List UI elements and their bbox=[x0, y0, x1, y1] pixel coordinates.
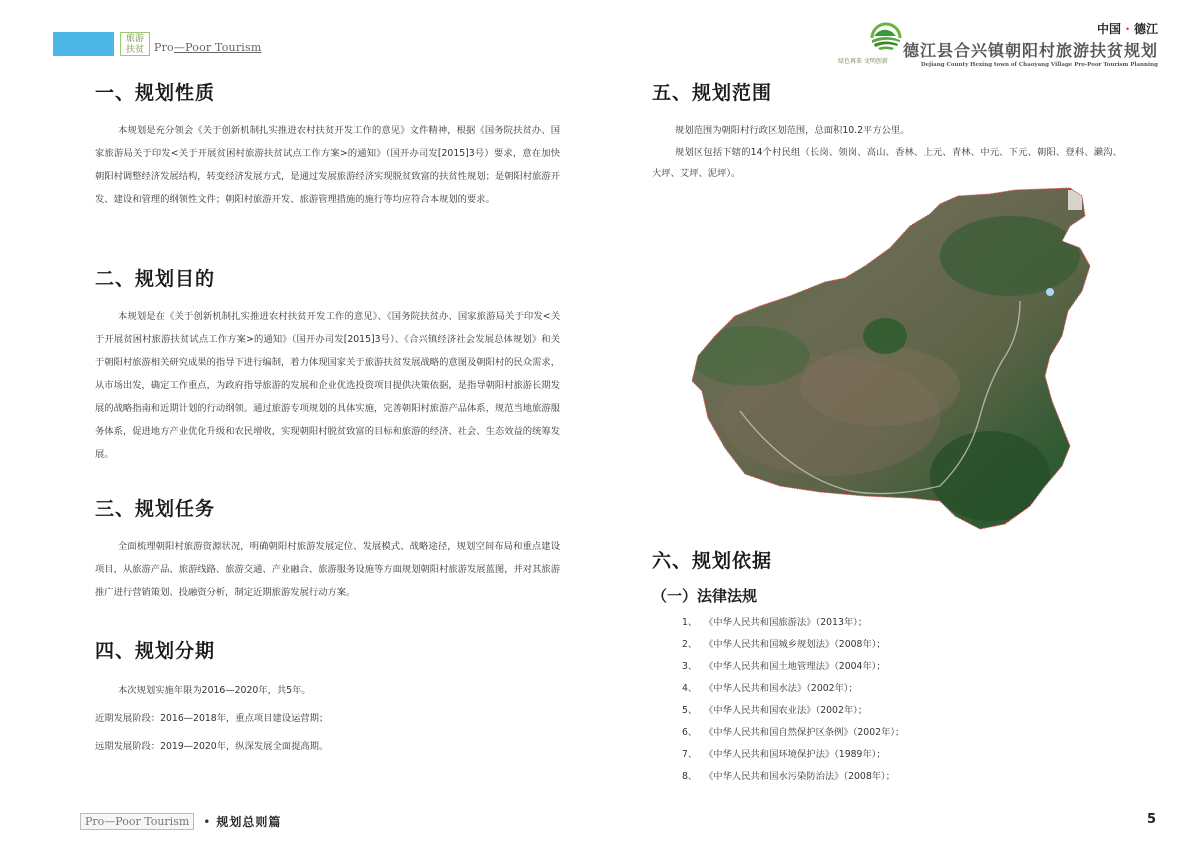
section-heading: 六、规划依据 bbox=[652, 550, 773, 572]
subsection-heading-laws: （一）法律法规 bbox=[652, 587, 758, 605]
document-title: 德江县合兴镇朝阳村旅游扶贫规划 bbox=[902, 41, 1158, 60]
scope-area-line: 规划范围为朝阳村行政区划范围，总面积10.2平方公里。 bbox=[675, 125, 910, 136]
header-slogan: 绿色再来 文明创新 bbox=[838, 58, 888, 65]
list-item: 7、 《中华人民共和国环境保护法》（1989年）； bbox=[682, 749, 886, 760]
list-item: 1、 《中华人民共和国旅游法》（2013年）； bbox=[682, 617, 868, 628]
pro-poor-tourism-wordmark: Pro—Poor Tourism bbox=[154, 41, 262, 54]
list-item: 5、 《中华人民共和国农业法》（2002年）； bbox=[682, 705, 868, 716]
region-label: 中国 · 德江 bbox=[1097, 22, 1158, 36]
list-item: 4、 《中华人民共和国水法》（2002年）； bbox=[682, 683, 858, 694]
accent-color-block bbox=[53, 32, 114, 56]
footer-brand: Pro—Poor Tourism bbox=[80, 813, 194, 830]
section-paragraph: 全面梳理朝阳村旅游资源状况，明确朝阳村旅游发展定位、发展模式、战略途径，规划空间布局和重点建设项目，从旅游产品、旅游线路、旅游交通、产业融合、旅游服务设施等方面规划朝阳村旅游发展蓝图，并对其旅游推广进行营销策划、投融资分析，制定近期旅游发展行动方案。 bbox=[95, 541, 560, 598]
section-planning-phases bbox=[95, 636, 560, 761]
phase-line: 本次规划实施年限为2016—2020年，共5年。 bbox=[118, 685, 311, 696]
section-heading: 二、规划目的 bbox=[95, 268, 216, 290]
page-number: 5 bbox=[1147, 812, 1157, 827]
section-planning-tasks bbox=[95, 494, 560, 604]
section-heading: 一、规划性质 bbox=[95, 82, 216, 104]
section-heading: 三、规划任务 bbox=[95, 498, 216, 520]
satellite-map-image bbox=[690, 186, 1090, 531]
village-logo-icon bbox=[868, 22, 904, 52]
list-item: 8、 《中华人民共和国水污染防治法》（2008年）； bbox=[682, 771, 896, 782]
section-planning-purpose bbox=[95, 264, 560, 466]
tourism-poverty-logo: 旅游 扶贫 bbox=[120, 32, 150, 56]
section-planning-scope bbox=[652, 78, 1122, 184]
list-item: 6、 《中华人民共和国自然保护区条例》（2002年）； bbox=[682, 727, 905, 738]
section-paragraph: 本规划是充分领会《关于创新机制扎实推进农村扶贫开发工作的意见》文件精神，根据《国务院扶贫办、国家旅游局关于印发<关于开展贫困村旅游扶贫试点工作方案>的通知》（国开办司发[2015]3号）要求，意在加快朝阳村调整经济发展结构，转变经济发展方式，是通过发展旅游经济实现脱贫致富的扶贫性规划；是朝阳村旅游开发、建设和管理的纲领性文件；朝阳村旅游开发、旅游管理措施的施行等均应符合本规划的要求。 bbox=[95, 125, 560, 205]
list-item: 3、 《中华人民共和国土地管理法》（2004年）； bbox=[682, 661, 886, 672]
footer-chapter-label: 规划总则篇 bbox=[216, 815, 282, 829]
scope-villages-line: 规划区包括下辖的14个村民组（长岗、领岗、高山、香林、上元、青林、中元、下元、朝阳、登科、濑沟、大坪、艾坪、泥坪）。 bbox=[652, 147, 1122, 179]
document-subtitle-en: Dejiang County Hexing town of Chaoyang Village Pro-Poor Tourism Planning bbox=[920, 62, 1158, 68]
section-heading: 四、规划分期 bbox=[95, 640, 216, 662]
header-left-brand bbox=[53, 32, 262, 56]
section-heading: 五、规划范围 bbox=[652, 82, 773, 104]
header-right-title-block bbox=[903, 20, 1158, 68]
section-planning-basis bbox=[652, 546, 1122, 788]
section-paragraph: 本规划是在《关于创新机制扎实推进农村扶贫开发工作的意见》、《国务院扶贫办、国家旅游局关于印发<关于开展贫困村旅游扶贫试点工作方案>的通知》（国开办司发[2015]3号）、《合兴镇经济社会发展总体规划》和关于朝阳村旅游相关研究成果的指导下进行编制，着力体现国家关于旅游扶贫发展战略的意图及朝阳村的民众需求，从市场出发，确定工作重点，为政府指导旅游的发展和企业优选投资项目提供决策依据，是指导朝阳村旅游长期发展的战略指南和近期计划的行动纲领。通过旅游专项规划的具体实施，完善朝阳村旅游产品体系，规范当地旅游服务体系，促进地方产业优化升级和农民增收，实现朝阳村脱贫致富的目标和旅游的经济、社会、生态效益的统筹发展。 bbox=[95, 311, 560, 460]
footer-bullet: • bbox=[203, 814, 211, 829]
list-item: 2、 《中华人民共和国城乡规划法》（2008年）； bbox=[682, 639, 886, 650]
laws-list bbox=[652, 612, 1122, 788]
phase-line: 近期发展阶段：2016—2018年，重点项目建设运营期； bbox=[95, 713, 329, 724]
footer bbox=[80, 813, 281, 830]
section-planning-nature bbox=[95, 78, 560, 211]
phase-line: 远期发展阶段：2019—2020年，纵深发展全面提高期。 bbox=[95, 741, 329, 752]
